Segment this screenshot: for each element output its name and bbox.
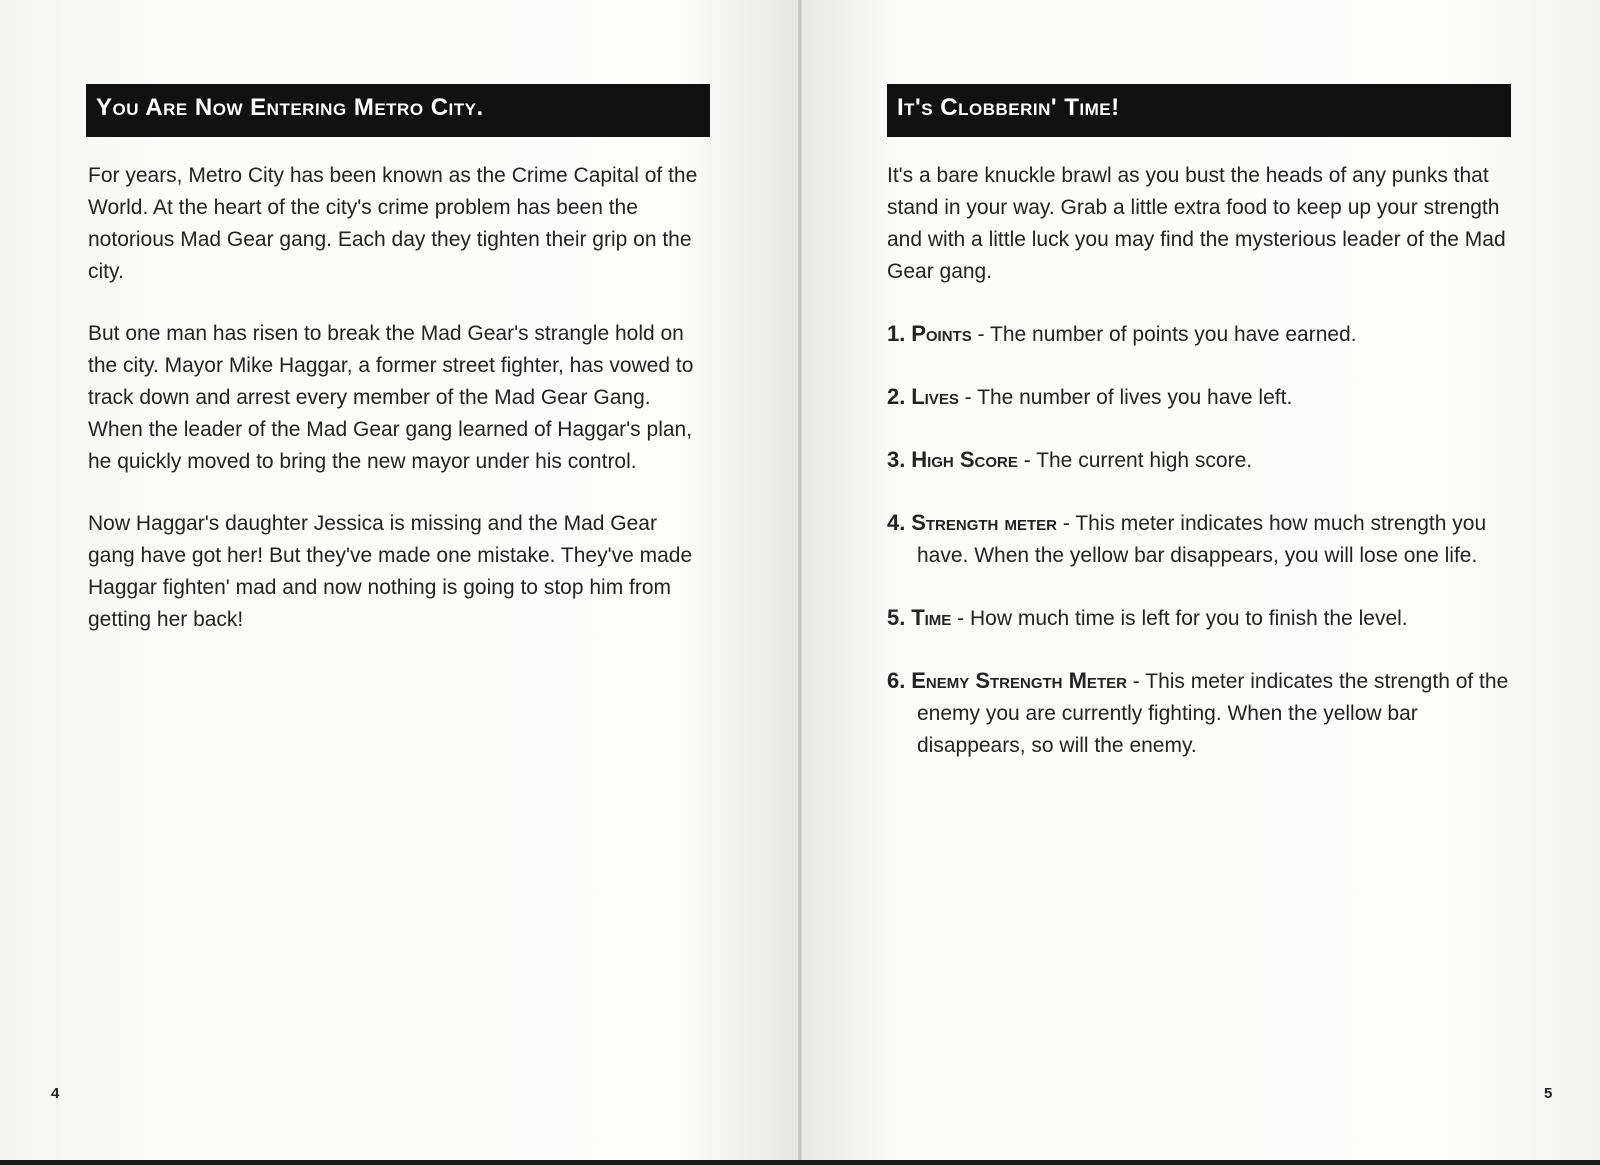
item-label: Enemy Strength Meter	[911, 668, 1127, 693]
right-page-body	[887, 160, 1517, 792]
page-number-right: 5	[1544, 1085, 1553, 1102]
left-page-heading: You Are Now Entering Metro City.	[86, 84, 710, 137]
left-paragraph-2: But one man has risen to break the Mad Gear's strangle hold on the city. Mayor Mike Haggar, a former street fighter, has vowed to track down and arrest every member of the Mad Gear Gang. When the leader of the Mad Gear gang learned of Haggar's plan, he quickly moved to bring the new mayor under his control.	[88, 322, 694, 473]
item-description: - The current high score.	[1017, 449, 1253, 472]
item-description: - This meter indicates how much strength you have. When the yellow bar disappears, you will lose one life.	[917, 512, 1487, 567]
item-label: Time	[911, 605, 952, 630]
item-description: - The number of lives you have left.	[958, 386, 1293, 409]
item-description: - The number of points you have earned.	[971, 323, 1357, 346]
item-label: Lives	[911, 384, 959, 409]
hud-item-time	[887, 602, 1517, 635]
item-label: Strength meter	[911, 510, 1057, 535]
item-number: 6.	[887, 668, 906, 693]
item-label: High Score	[911, 447, 1018, 472]
hud-item-high-score	[887, 444, 1517, 477]
right-intro-paragraph: It's a bare knuckle brawl as you bust the heads of any punks that stand in your way. Grab a little extra food to keep up your strength and with a little luck you may find the mysterious leader of the Mad Gear gang.	[887, 164, 1506, 283]
item-number: 5.	[887, 605, 906, 630]
left-page-body	[88, 160, 708, 666]
hud-item-enemy-strength-meter	[887, 665, 1517, 762]
page-number-left: 4	[51, 1085, 60, 1102]
left-paragraph-3: Now Haggar's daughter Jessica is missing and the Mad Gear gang have got her! But they've made one mistake. They've made Haggar fighten' mad and now nothing is going to stop him from getting her back!	[88, 512, 693, 631]
left-paragraph-1: For years, Metro City has been known as the Crime Capital of the World. At the heart of the city's crime problem has been the notorious Mad Gear gang. Each day they tighten their grip on the city.	[88, 164, 698, 283]
item-number: 2.	[887, 384, 906, 409]
right-page	[802, 0, 1600, 1160]
item-number: 4.	[887, 510, 906, 535]
hud-item-strength-meter	[887, 507, 1517, 572]
hud-item-points	[887, 318, 1517, 351]
item-number: 1.	[887, 321, 906, 346]
item-description: - How much time is left for you to finish the level.	[951, 607, 1408, 630]
item-description: - This meter indicates the strength of the enemy you are currently fighting. When the yellow bar disappears, so will the enemy.	[917, 670, 1509, 757]
right-page-heading: It's Clobberin' Time!	[887, 84, 1511, 137]
item-label: Points	[911, 321, 972, 346]
item-number: 3.	[887, 447, 906, 472]
left-page	[0, 0, 798, 1160]
hud-item-lives	[887, 381, 1517, 414]
